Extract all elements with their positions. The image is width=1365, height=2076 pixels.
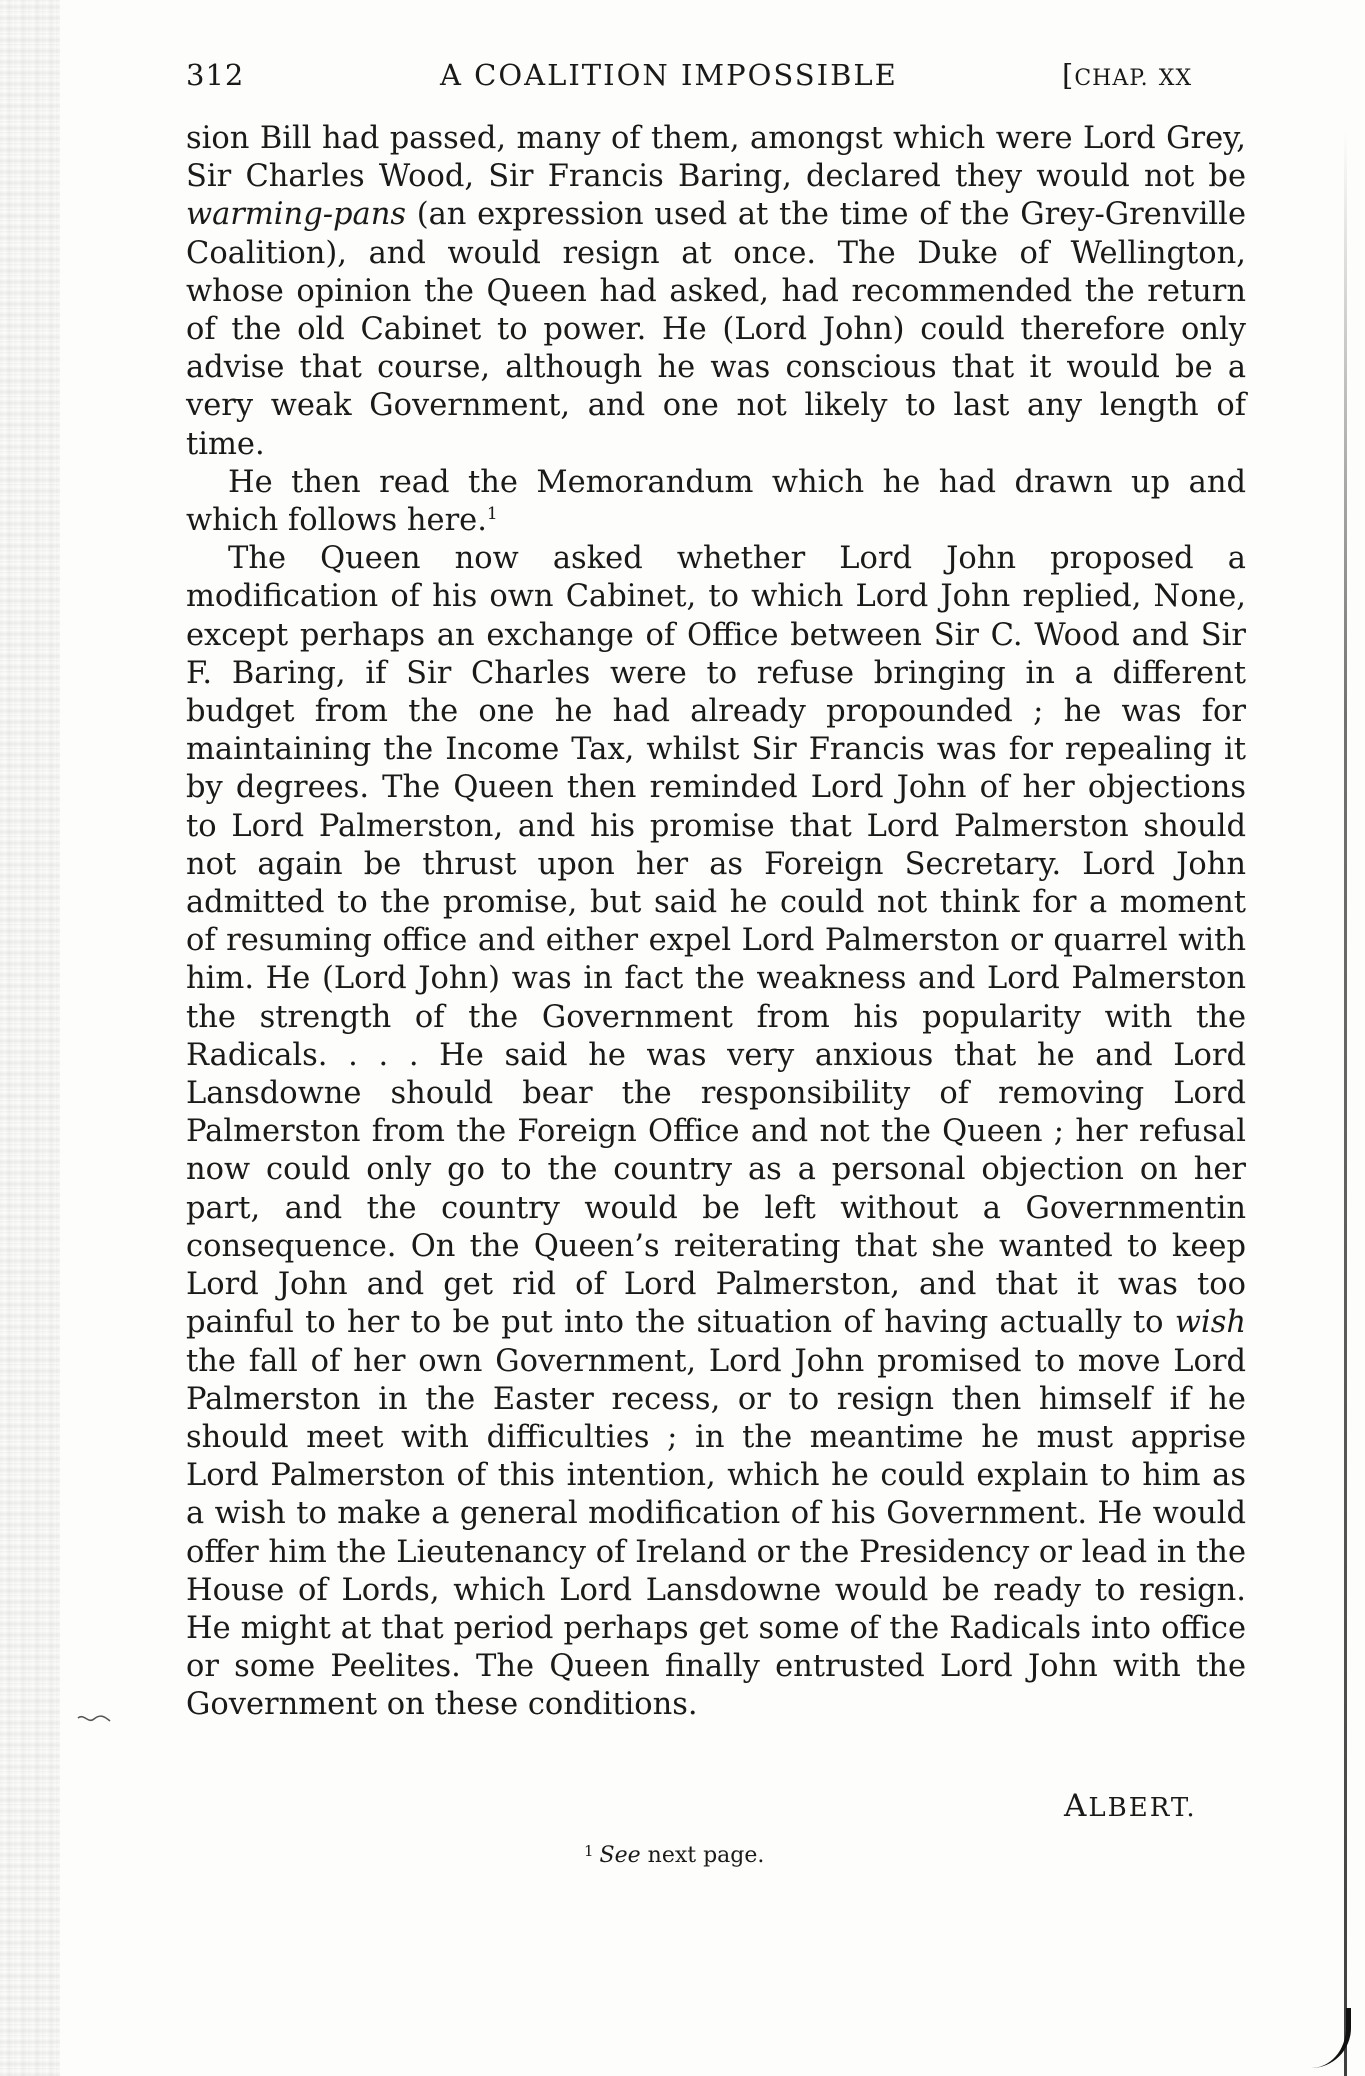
margin-pencil-mark [76,1712,112,1726]
paragraph-2 [186,464,1246,540]
running-head [186,58,1246,98]
chapter-number: XX [1158,66,1193,91]
paragraph-1-italic: warming-pans [186,197,407,233]
paragraph-1 [186,120,1246,464]
paragraph-1-part-a: sion Bill had passed, many of them, amongst which were Lord Grey, Sir Charles Wood, Sir Francis Baring, declared they would not be [186,121,1246,195]
page-edge-shadow [1344,130,1347,2076]
body-text [186,120,1246,1725]
footnote-see: See [599,1843,641,1868]
paragraph-3-italic: wish [1174,1305,1246,1341]
paragraph-3-part-a: The Queen now asked whether Lord John proposed a modification of his own Cabinet, to which Lord John replied, None, except perhaps an exchange of Office between Sir C. Wood and Sir F. Baring, if Sir Charles were to refuse bringing in a different budget from the one he had already propounded ; he was for maintaining the Income Tax, whilst Sir Francis was for repealing it by degrees. The Queen then reminded Lord John of her objections to Lord Palmerston, and his promise that Lord Palmerston should not again be thrust upon her as Foreign Secretary. Lord John admitted to the promise, but said he could not think for a moment of resuming office and either expel Lord Palmerston or quarrel with him. He (Lord John) was in fact the weakness and Lord Palmerston the strength of the Government from his popularity with the Radicals. . . . He said he was very anxious that he and Lord Lansdowne should bear the responsibility of removing Lord Palmerston from the Foreign Office and not the Queen ; her refusal now could only go to the country as a personal objection on her part, and the country would be left without a Governmentin consequence. On the Queen’s reiterating that she wanted to keep Lord John and get rid of Lord Palmerston, and that it was too painful to her to be put into the situation of having actually to [186,541,1246,1341]
signature [1064,1788,1197,1824]
chapter-label: CHAP. [1074,66,1149,91]
paragraph-3 [186,540,1246,1724]
chapter-title: A COALITION IMPOSSIBLE [440,58,898,92]
chapter-reference [1062,58,1192,92]
signature-initial: A [1064,1788,1089,1824]
signature-rest: LBERT. [1088,1793,1197,1823]
page-gutter [0,0,60,2076]
chapter-bracket: [ [1062,58,1075,92]
footnote [584,1842,764,1868]
paragraph-2-text: He then read the Memorandum which he had drawn up and which follows here. [186,464,1246,539]
page-number: 312 [186,58,245,92]
footnote-reference: 1 [486,504,498,525]
footnote-text: next page. [640,1843,765,1868]
paragraph-3-part-b: the fall of her own Government, Lord John promised to move Lord Palmerston in the Easter recess, or to resign then himself if he should meet with difficulties ; in the meantime he must apprise Lord Palmerston of this intention, which he could explain to him as a wish to make a general modification of his Government. He would offer him the Lieutenancy of Ireland or the Presidency or lead in the House of Lords, which Lord Lansdowne would be ready to resign. He might at that period perhaps get some of the Radicals into office or some Peelites. The Queen finally entrusted Lord John with the Government on these conditions. [186,1343,1246,1723]
footnote-number: 1 [584,1842,594,1860]
paragraph-1-part-b: (an expression used at the time of the Grey-Grenville Coalition), and would resign at once. The Duke of Wellington, whose opinion the Queen had asked, had recommended the return of the old Cabinet to power. He (Lord John) could therefore only advise that course, although he was conscious that it would be a very weak Government, and one not likely to last any length of time. [186,197,1246,462]
